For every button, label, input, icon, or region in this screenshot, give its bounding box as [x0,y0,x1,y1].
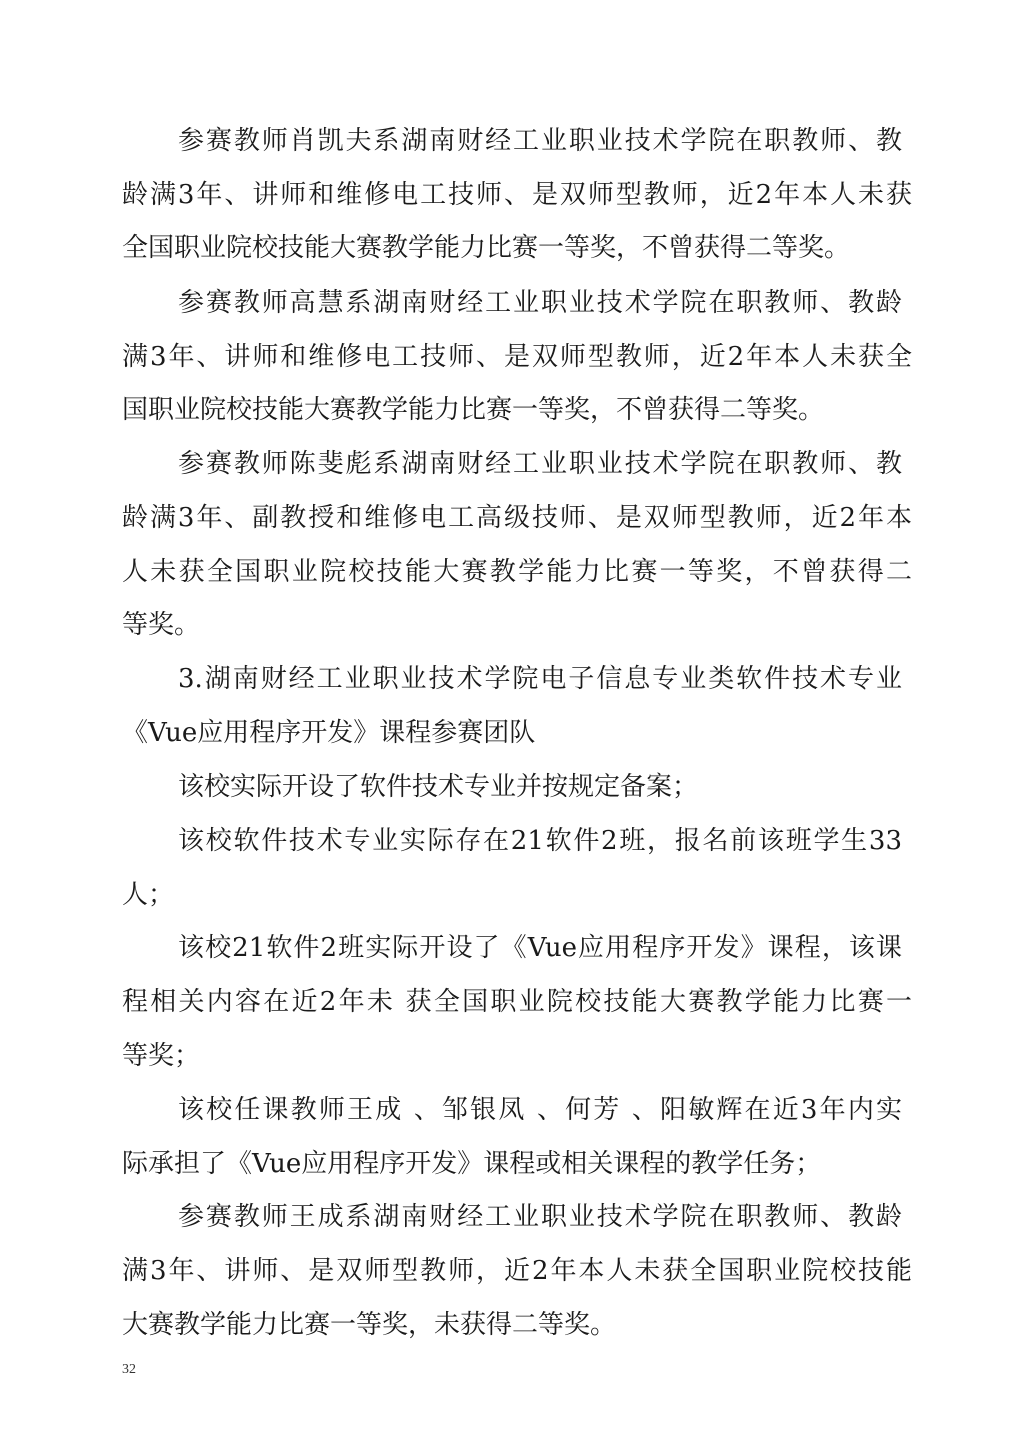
paragraph-line: 国职业院校技能大赛教学能力比赛一等奖，不曾获得二等奖。 [122,395,825,425]
paragraph-line: 等奖。 [122,610,201,640]
paragraph-line: 该校实际开设了软件技术专业并按规定备案； [178,772,699,802]
paragraph-line: 参赛教师高慧系湖南财经工业职业技术学院在职教师、教龄 [178,288,902,318]
paragraph-line: 全国职业院校技能大赛教学能力比赛一等奖，不曾获得二等奖。 [122,233,851,263]
paragraph-line: 程相关内容在近2年未 获全国职业院校技能大赛教学能力比赛一 [122,987,912,1017]
paragraph-line: 龄满3年、副教授和维修电工高级技师、是双师型教师，近2年本 [122,503,912,533]
paragraph-line: 龄满3年、讲师和维修电工技师、是双师型教师，近2年本人未获 [122,180,912,210]
paragraph-line: 该校任课教师王成 、邹银凤 、何芳 、阳敏辉在近3年内实 [178,1095,902,1125]
paragraph-line: 人未获全国职业院校技能大赛教学能力比赛一等奖，不曾获得二 [122,557,912,587]
paragraph-line: 满3年、讲师和维修电工技师、是双师型教师，近2年本人未获全 [122,342,912,372]
paragraph-line: 参赛教师肖凯夫系湖南财经工业职业技术学院在职教师、教 [178,126,902,156]
paragraph-line: 参赛教师王成系湖南财经工业职业技术学院在职教师、教龄 [178,1202,902,1232]
paragraph-line: 大赛教学能力比赛一等奖，未获得二等奖。 [122,1310,617,1340]
paragraph-line: 际承担了《Vue应用程序开发》课程或相关课程的教学任务； [122,1149,822,1179]
paragraph-line: 人； [122,880,175,910]
paragraph-line: 该校软件技术专业实际存在21软件2班，报名前该班学生33 [178,826,902,856]
paragraph-line: 等奖； [122,1041,201,1071]
paragraph-line: 满3年、讲师、是双师型教师，近2年本人未获全国职业院校技能 [122,1256,912,1286]
section-heading-line: 3.湖南财经工业职业技术学院电子信息专业类软件技术专业 [178,664,902,694]
section-heading-line: 《Vue应用程序开发》课程参赛团队 [122,718,536,748]
page-number: 32 [122,1362,136,1377]
paragraph-line: 该校21软件2班实际开设了《Vue应用程序开发》课程，该课 [178,933,902,963]
paragraph-line: 参赛教师陈斐彪系湖南财经工业职业技术学院在职教师、教 [178,449,902,479]
